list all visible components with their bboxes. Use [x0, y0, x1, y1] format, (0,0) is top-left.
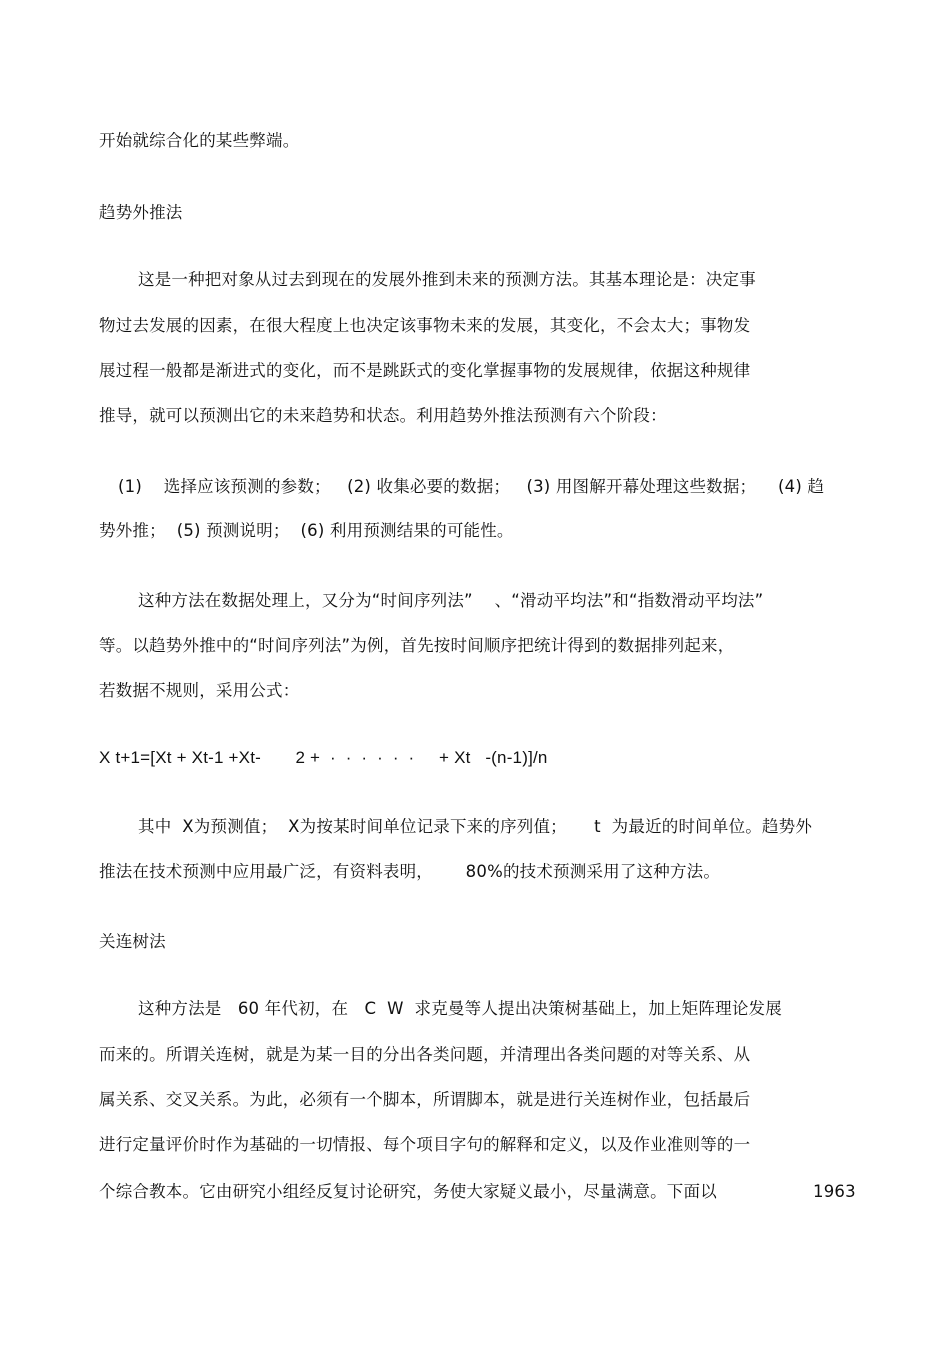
- paragraph-line: 开始就综合化的某些弊端。: [99, 131, 300, 150]
- paragraph-line: 推法在技术预测中应用最广泛，有资料表明， 80%的技术预测采用了这种方法。: [99, 862, 721, 881]
- paragraph-line: 推导，就可以预测出它的未来趋势和状态。利用趋势外推法预测有六个阶段：: [99, 406, 667, 425]
- year-text: 1963: [813, 1182, 856, 1201]
- paragraph-line: 这种方法在数据处理上，又分为“时间序列法” 、“滑动平均法”和“指数滑动平均法”: [138, 591, 764, 610]
- paragraph-line: 展过程一般都是渐进式的变化，而不是跳跃式的变化掌握事物的发展规律，依据这种规律: [99, 361, 751, 380]
- section-heading: 趋势外推法: [99, 203, 183, 222]
- paragraph-line: 进行定量评价时作为基础的一切情报、每个项目字句的解释和定义，以及作业准则等的一: [99, 1135, 751, 1154]
- paragraph-line: 属关系、交叉关系。为此，必须有一个脚本，所谓脚本，就是进行关连树作业，包括最后: [99, 1090, 751, 1109]
- paragraph-line: 其中 X为预测值； X为按某时间单位记录下来的序列值； t 为最近的时间单位。趋势外: [138, 817, 813, 836]
- paragraph-line: 势外推； (5) 预测说明； (6) 利用预测结果的可能性。: [99, 521, 514, 540]
- paragraph-line: 这是一种把对象从过去到现在的发展外推到未来的预测方法。其基本理论是：决定事: [138, 270, 756, 289]
- paragraph-line: (1) 选择应该预测的参数； (2) 收集必要的数据； (3) 用图解开幕处理这些数据； (4) 趋: [118, 477, 825, 496]
- paragraph-line: 个综合教本。它由研究小组经反复讨论研究，务使大家疑义最小，尽量满意。下面以: [99, 1182, 717, 1201]
- paragraph-line: 等。以趋势外推中的“时间序列法”为例，首先按时间顺序把统计得到的数据排列起来，: [99, 636, 735, 655]
- formula: X t+1=[Xt + Xt-1 +Xt- 2 + · · · · · · + Xt -(n-1)]/n: [99, 748, 548, 767]
- section-heading: 关连树法: [99, 932, 166, 951]
- paragraph-line: 若数据不规则，采用公式：: [99, 681, 300, 700]
- paragraph-line: 而来的。所谓关连树，就是为某一目的分出各类问题，并清理出各类问题的对等关系、从: [99, 1045, 751, 1064]
- paragraph-line: 这种方法是 60 年代初，在 C W 求克曼等人提出决策树基础上，加上矩阵理论发展: [138, 999, 782, 1018]
- paragraph-line: 物过去发展的因素，在很大程度上也决定该事物未来的发展，其变化，不会太大；事物发: [99, 316, 751, 335]
